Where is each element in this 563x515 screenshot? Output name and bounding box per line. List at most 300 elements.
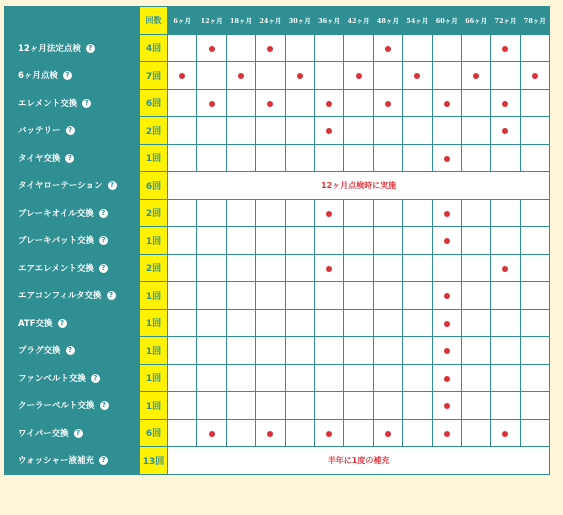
row-count: 1回 (140, 392, 168, 420)
red-dot-icon (267, 101, 273, 107)
red-dot-icon (502, 266, 508, 272)
month-header: 54ヶ月 (403, 7, 432, 35)
schedule-cell (520, 254, 549, 282)
schedule-cell (373, 254, 402, 282)
schedule-cell (373, 337, 402, 365)
red-dot-icon (444, 293, 450, 299)
schedule-cell (226, 282, 255, 310)
red-dot-icon (326, 266, 332, 272)
schedule-cell (373, 282, 402, 310)
table-row (5, 447, 550, 475)
schedule-cell (520, 364, 549, 392)
row-count: 1回 (140, 282, 168, 310)
row-label-text: クーラーベルト交換 (18, 401, 95, 412)
table-row (5, 392, 550, 420)
red-dot-icon (385, 101, 391, 107)
schedule-cell (256, 364, 285, 392)
schedule-cell (373, 34, 402, 62)
schedule-cell (226, 117, 255, 145)
month-header: 12ヶ月 (197, 7, 226, 35)
red-dot-icon (473, 73, 479, 79)
schedule-cell (373, 309, 402, 337)
schedule-cell (520, 62, 549, 90)
red-dot-icon (502, 46, 508, 52)
schedule-cell (168, 199, 197, 227)
schedule-cell (285, 282, 314, 310)
schedule-cell (285, 309, 314, 337)
schedule-cell (461, 419, 490, 447)
question-circle-icon[interactable]: ? (99, 236, 108, 245)
schedule-cell (403, 337, 432, 365)
row-label (5, 34, 140, 62)
schedule-cell (403, 89, 432, 117)
table-row (5, 309, 550, 337)
schedule-cell (344, 419, 373, 447)
schedule-cell (520, 144, 549, 172)
schedule-cell (432, 337, 461, 365)
month-header: 18ヶ月 (226, 7, 255, 35)
table-row (5, 282, 550, 310)
schedule-cell (168, 392, 197, 420)
table-row (5, 172, 550, 200)
schedule-cell (197, 282, 226, 310)
row-count: 1回 (140, 364, 168, 392)
schedule-cell (344, 144, 373, 172)
red-dot-icon (326, 431, 332, 437)
schedule-cell (344, 254, 373, 282)
question-circle-icon[interactable]: ? (99, 264, 108, 273)
schedule-cell (197, 364, 226, 392)
red-dot-icon (444, 211, 450, 217)
schedule-cell (168, 337, 197, 365)
red-dot-icon (385, 431, 391, 437)
schedule-cell (461, 117, 490, 145)
month-header: 60ヶ月 (432, 7, 461, 35)
schedule-cell (432, 62, 461, 90)
table-row (5, 254, 550, 282)
schedule-cell (373, 144, 402, 172)
schedule-cell (314, 89, 343, 117)
schedule-cell (432, 227, 461, 255)
row-label-text: タイヤローテーション (18, 181, 103, 192)
question-circle-icon[interactable]: ? (63, 71, 72, 80)
schedule-cell (403, 144, 432, 172)
schedule-cell (461, 364, 490, 392)
row-label (5, 199, 140, 227)
schedule-cell (168, 227, 197, 255)
schedule-cell (197, 392, 226, 420)
table-row (5, 199, 550, 227)
schedule-cell (403, 199, 432, 227)
row-label-text: プラグ交換 (18, 346, 61, 357)
schedule-cell (314, 117, 343, 145)
schedule-cell (491, 117, 520, 145)
schedule-cell (432, 117, 461, 145)
schedule-cell (314, 419, 343, 447)
schedule-cell (344, 62, 373, 90)
row-label (5, 337, 140, 365)
schedule-cell (461, 62, 490, 90)
schedule-cell (226, 392, 255, 420)
schedule-cell (373, 62, 402, 90)
schedule-cell (314, 62, 343, 90)
schedule-cell (256, 392, 285, 420)
count-header: 回数 (140, 7, 168, 35)
schedule-cell (432, 144, 461, 172)
schedule-cell (256, 227, 285, 255)
schedule-cell (285, 117, 314, 145)
schedule-cell (520, 89, 549, 117)
schedule-cell (403, 62, 432, 90)
schedule-cell (520, 337, 549, 365)
schedule-cell (491, 337, 520, 365)
schedule-cell (403, 364, 432, 392)
schedule-cell (314, 34, 343, 62)
schedule-cell (256, 144, 285, 172)
table-row (5, 89, 550, 117)
schedule-cell (403, 309, 432, 337)
schedule-cell (168, 254, 197, 282)
schedule-cell (403, 34, 432, 62)
red-dot-icon (502, 101, 508, 107)
row-count: 2回 (140, 254, 168, 282)
schedule-cell (491, 392, 520, 420)
schedule-cell (168, 282, 197, 310)
schedule-cell (520, 282, 549, 310)
schedule-cell (256, 419, 285, 447)
schedule-cell (491, 62, 520, 90)
schedule-cell (432, 392, 461, 420)
red-dot-icon (444, 238, 450, 244)
schedule-cell (285, 392, 314, 420)
schedule-cell (168, 144, 197, 172)
schedule-cell (226, 309, 255, 337)
red-dot-icon (444, 156, 450, 162)
schedule-cell (344, 282, 373, 310)
row-label-text: 6ヶ月点検 (18, 71, 58, 82)
schedule-cell (432, 364, 461, 392)
row-label (5, 364, 140, 392)
row-label (5, 172, 140, 200)
month-header: 6ヶ月 (168, 7, 197, 35)
question-circle-icon[interactable]: ? (107, 291, 116, 300)
table-row (5, 117, 550, 145)
red-dot-icon (326, 211, 332, 217)
schedule-cell (432, 254, 461, 282)
schedule-cell (344, 364, 373, 392)
row-label-text: エアコンフィルタ交換 (18, 291, 102, 302)
schedule-cell (373, 419, 402, 447)
schedule-cell (168, 117, 197, 145)
question-circle-icon[interactable]: ? (108, 181, 117, 190)
question-circle-icon[interactable]: ? (99, 209, 108, 218)
month-header: 66ヶ月 (461, 7, 490, 35)
schedule-cell (168, 62, 197, 90)
row-label (5, 447, 140, 475)
schedule-cell (373, 392, 402, 420)
table-row (5, 34, 550, 62)
schedule-cell (197, 117, 226, 145)
schedule-cell (226, 419, 255, 447)
schedule-cell (314, 227, 343, 255)
schedule-cell (285, 199, 314, 227)
schedule-cell (168, 364, 197, 392)
row-label-text: バッテリー (18, 126, 61, 137)
schedule-cell (256, 337, 285, 365)
schedule-cell (197, 227, 226, 255)
red-dot-icon (209, 431, 215, 437)
schedule-cell (491, 199, 520, 227)
red-dot-icon (297, 73, 303, 79)
row-label-text: ワイパー交換 (18, 428, 69, 439)
schedule-cell (373, 89, 402, 117)
question-circle-icon[interactable]: ? (58, 319, 67, 328)
schedule-cell (344, 227, 373, 255)
question-circle-icon[interactable]: ? (65, 154, 74, 163)
schedule-cell (432, 34, 461, 62)
row-label-text: エレメント交換 (18, 98, 78, 109)
question-circle-icon[interactable]: ? (66, 126, 75, 135)
red-dot-icon (356, 73, 362, 79)
schedule-cell (461, 309, 490, 337)
schedule-cell (226, 199, 255, 227)
schedule-cell (461, 227, 490, 255)
schedule-cell (520, 199, 549, 227)
schedule-cell (403, 117, 432, 145)
schedule-cell (432, 199, 461, 227)
row-count: 1回 (140, 144, 168, 172)
schedule-cell (520, 227, 549, 255)
red-dot-icon (267, 431, 273, 437)
schedule-cell (285, 337, 314, 365)
schedule-cell (226, 89, 255, 117)
row-label (5, 89, 140, 117)
header-corner (5, 7, 140, 35)
month-header: 30ヶ月 (285, 7, 314, 35)
schedule-cell (197, 254, 226, 282)
row-label (5, 254, 140, 282)
red-dot-icon (326, 128, 332, 134)
schedule-cell (520, 309, 549, 337)
question-circle-icon[interactable]: ? (99, 456, 108, 465)
schedule-cell (403, 254, 432, 282)
schedule-cell (344, 309, 373, 337)
row-label (5, 392, 140, 420)
schedule-cell (344, 337, 373, 365)
schedule-cell (403, 282, 432, 310)
row-label-text: ファンベルト交換 (18, 373, 86, 384)
red-dot-icon (179, 73, 185, 79)
schedule-cell (226, 337, 255, 365)
schedule-cell (491, 282, 520, 310)
schedule-cell (256, 199, 285, 227)
row-label-text: ブレーキパット交換 (18, 236, 95, 247)
schedule-cell (226, 254, 255, 282)
schedule-cell (432, 89, 461, 117)
red-dot-icon (502, 431, 508, 437)
red-dot-icon (209, 46, 215, 52)
schedule-cell (285, 419, 314, 447)
question-circle-icon[interactable]: ? (74, 429, 83, 438)
row-note: 12ヶ月点検時に実施 (168, 172, 550, 200)
schedule-cell (256, 117, 285, 145)
schedule-cell (461, 144, 490, 172)
month-header: 24ヶ月 (256, 7, 285, 35)
schedule-cell (226, 227, 255, 255)
row-count: 1回 (140, 337, 168, 365)
schedule-cell (285, 62, 314, 90)
schedule-cell (520, 34, 549, 62)
table-row (5, 419, 550, 447)
schedule-cell (461, 392, 490, 420)
question-circle-icon[interactable]: ? (82, 99, 91, 108)
row-label (5, 144, 140, 172)
row-count: 6回 (140, 419, 168, 447)
schedule-cell (344, 392, 373, 420)
schedule-cell (373, 117, 402, 145)
month-header: 78ヶ月 (520, 7, 549, 35)
row-count: 1回 (140, 309, 168, 337)
schedule-cell (256, 89, 285, 117)
row-count: 1回 (140, 227, 168, 255)
schedule-cell (285, 34, 314, 62)
schedule-cell (314, 392, 343, 420)
schedule-cell (491, 419, 520, 447)
red-dot-icon (238, 73, 244, 79)
schedule-cell (432, 419, 461, 447)
row-count: 7回 (140, 62, 168, 90)
schedule-cell (491, 309, 520, 337)
table-row (5, 62, 550, 90)
schedule-cell (197, 89, 226, 117)
schedule-cell (461, 199, 490, 227)
table-row (5, 364, 550, 392)
row-count: 6回 (140, 89, 168, 117)
schedule-cell (256, 282, 285, 310)
row-label (5, 309, 140, 337)
schedule-cell (168, 309, 197, 337)
row-label-text: エアエレメント交換 (18, 263, 94, 274)
red-dot-icon (444, 101, 450, 107)
schedule-cell (344, 199, 373, 227)
red-dot-icon (444, 431, 450, 437)
red-dot-icon (444, 376, 450, 382)
schedule-cell (226, 34, 255, 62)
schedule-cell (226, 144, 255, 172)
schedule-cell (491, 227, 520, 255)
schedule-cell (461, 89, 490, 117)
schedule-cell (491, 144, 520, 172)
schedule-cell (285, 89, 314, 117)
month-header: 72ヶ月 (491, 7, 520, 35)
row-label-text: ウォッシャー液補充 (18, 456, 94, 467)
schedule-cell (491, 364, 520, 392)
schedule-cell (491, 254, 520, 282)
row-label-text: ブレーキオイル交換 (18, 208, 94, 219)
schedule-cell (256, 34, 285, 62)
schedule-cell (461, 337, 490, 365)
row-label-text: タイヤ交換 (18, 153, 61, 164)
red-dot-icon (414, 73, 420, 79)
schedule-cell (461, 254, 490, 282)
red-dot-icon (444, 403, 450, 409)
red-dot-icon (532, 73, 538, 79)
question-circle-icon[interactable]: ? (100, 401, 109, 410)
schedule-cell (314, 144, 343, 172)
red-dot-icon (502, 128, 508, 134)
schedule-cell (491, 89, 520, 117)
red-dot-icon (444, 321, 450, 327)
schedule-cell (197, 419, 226, 447)
schedule-cell (285, 254, 314, 282)
question-circle-icon[interactable]: ? (66, 346, 75, 355)
schedule-cell (314, 254, 343, 282)
red-dot-icon (385, 46, 391, 52)
row-label (5, 419, 140, 447)
schedule-cell (197, 62, 226, 90)
schedule-cell (403, 392, 432, 420)
schedule-cell (168, 419, 197, 447)
schedule-cell (285, 227, 314, 255)
month-header: 48ヶ月 (373, 7, 402, 35)
schedule-cell (344, 34, 373, 62)
row-label (5, 227, 140, 255)
schedule-cell (373, 364, 402, 392)
row-count: 2回 (140, 117, 168, 145)
row-label (5, 117, 140, 145)
maintenance-schedule-table (4, 6, 550, 475)
schedule-cell (226, 62, 255, 90)
schedule-cell (373, 199, 402, 227)
table-row (5, 144, 550, 172)
row-label (5, 282, 140, 310)
schedule-cell (197, 144, 226, 172)
schedule-cell (491, 34, 520, 62)
row-count: 6回 (140, 172, 168, 200)
schedule-cell (197, 309, 226, 337)
table-row (5, 337, 550, 365)
schedule-cell (344, 89, 373, 117)
schedule-cell (520, 419, 549, 447)
schedule-cell (461, 34, 490, 62)
schedule-cell (403, 227, 432, 255)
schedule-cell (256, 62, 285, 90)
schedule-cell (403, 419, 432, 447)
schedule-cell (432, 309, 461, 337)
schedule-cell (197, 337, 226, 365)
schedule-cell (432, 282, 461, 310)
month-header: 36ヶ月 (314, 7, 343, 35)
question-circle-icon[interactable]: ? (91, 374, 100, 383)
row-note: 半年に1度の補充 (168, 447, 550, 475)
question-circle-icon[interactable]: ? (86, 44, 95, 53)
red-dot-icon (267, 46, 273, 52)
schedule-cell (197, 199, 226, 227)
schedule-cell (344, 117, 373, 145)
schedule-cell (226, 364, 255, 392)
schedule-cell (520, 392, 549, 420)
row-count: 4回 (140, 34, 168, 62)
red-dot-icon (209, 101, 215, 107)
row-count: 13回 (140, 447, 168, 475)
row-label-text: ATF交換 (18, 318, 53, 329)
red-dot-icon (444, 348, 450, 354)
schedule-cell (197, 34, 226, 62)
header-row (5, 7, 550, 35)
row-label (5, 62, 140, 90)
schedule-cell (256, 254, 285, 282)
schedule-cell (285, 144, 314, 172)
